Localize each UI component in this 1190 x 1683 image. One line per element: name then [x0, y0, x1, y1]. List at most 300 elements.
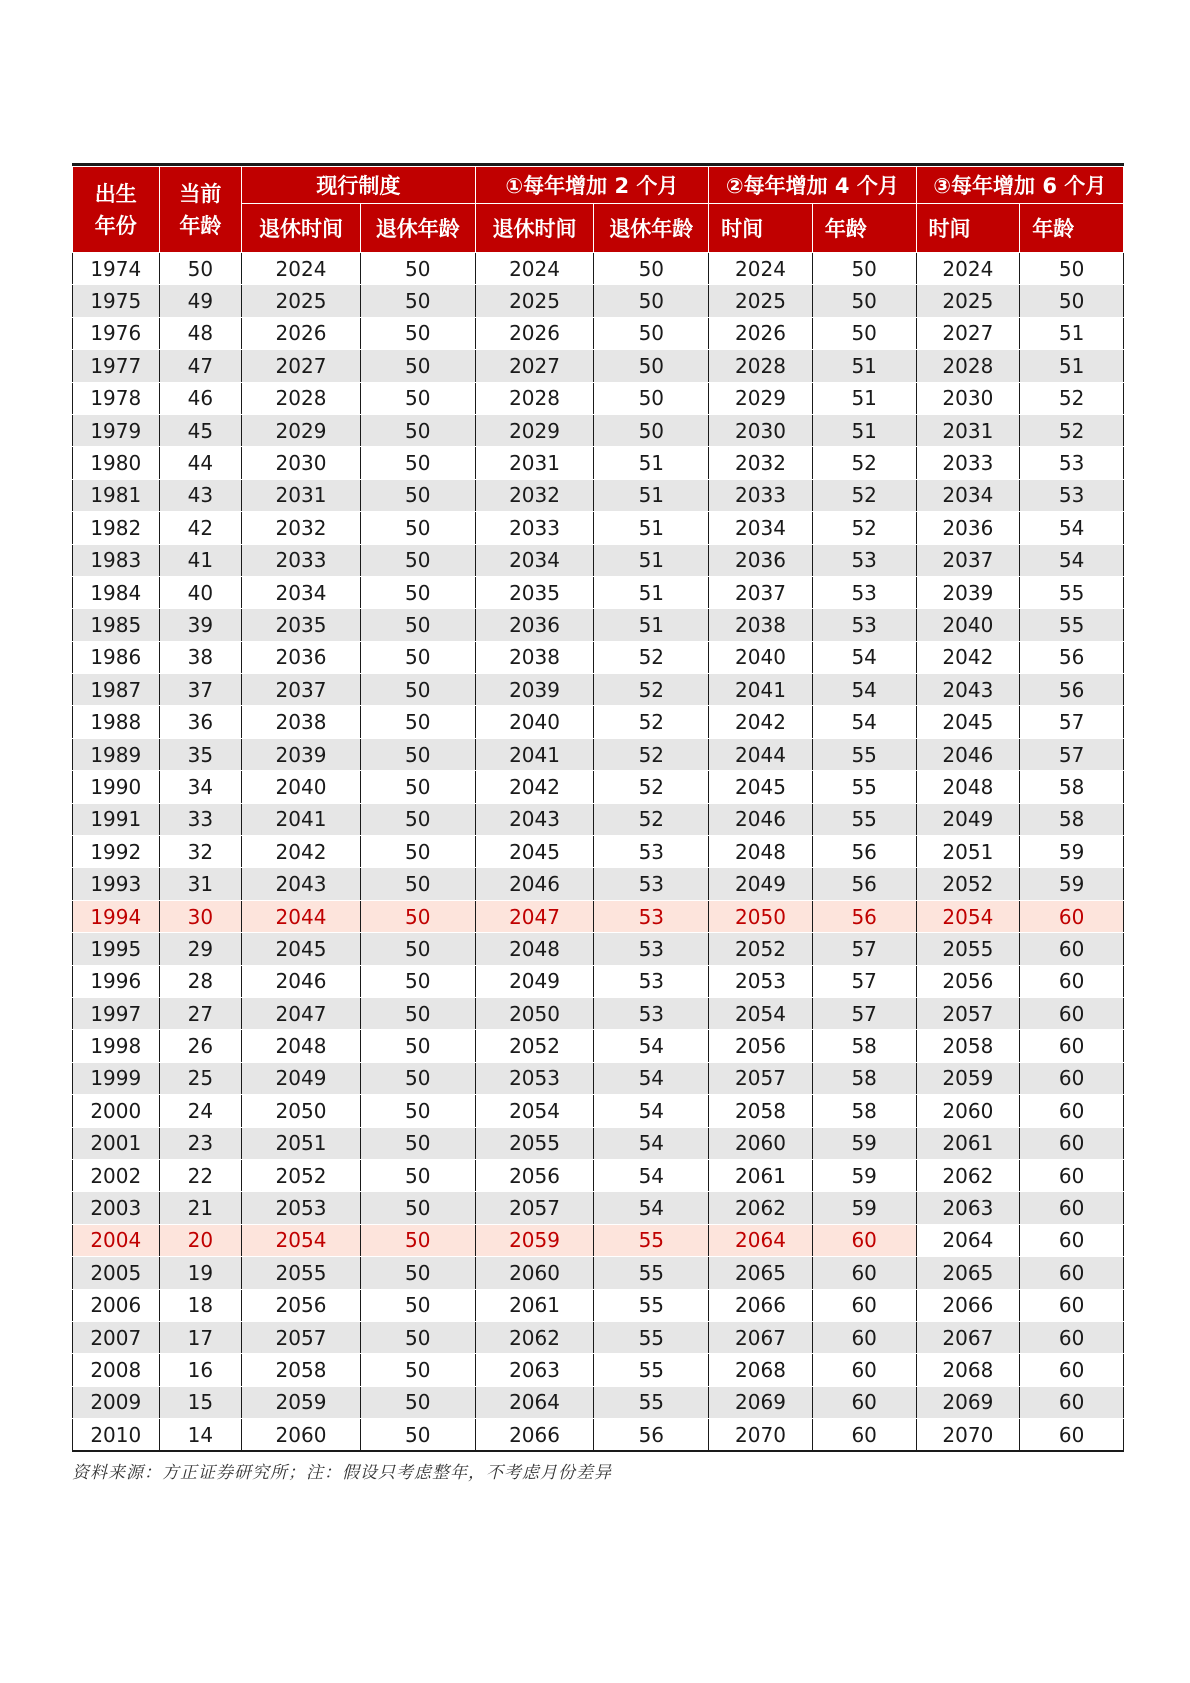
table-cell: 1981 — [73, 479, 160, 511]
table-cell: 2048 — [475, 933, 594, 965]
table-cell: 50 — [594, 253, 709, 285]
table-cell: 2060 — [242, 1419, 361, 1452]
table-cell: 50 — [594, 350, 709, 382]
table-cell: 25 — [159, 1062, 242, 1094]
table-cell: 53 — [594, 933, 709, 965]
table-cell: 2045 — [709, 771, 813, 803]
table-cell: 2062 — [709, 1192, 813, 1224]
table-cell: 2050 — [242, 1095, 361, 1127]
table-cell: 60 — [1020, 997, 1124, 1029]
table-cell: 2026 — [475, 317, 594, 349]
table-cell: 2056 — [709, 1030, 813, 1062]
table-cell: 51 — [1020, 350, 1124, 382]
table-cell: 50 — [360, 317, 475, 349]
table-cell: 55 — [812, 771, 916, 803]
table-cell: 53 — [1020, 479, 1124, 511]
table-cell: 2060 — [916, 1095, 1020, 1127]
table-cell: 2059 — [916, 1062, 1020, 1094]
table-cell: 60 — [1020, 1127, 1124, 1159]
table-cell: 1980 — [73, 447, 160, 479]
table-cell: 2007 — [73, 1321, 160, 1353]
table-row — [73, 1419, 1124, 1452]
header-current-age — [159, 167, 242, 253]
table-cell: 2042 — [709, 706, 813, 738]
table-cell: 39 — [159, 609, 242, 641]
table-cell: 2038 — [242, 706, 361, 738]
table-cell: 1994 — [73, 900, 160, 932]
table-row — [73, 1127, 1124, 1159]
table-cell: 1991 — [73, 803, 160, 835]
table-cell: 2034 — [916, 479, 1020, 511]
table-cell: 50 — [360, 997, 475, 1029]
table-row — [73, 1354, 1124, 1386]
table-row — [73, 1386, 1124, 1418]
table-cell: 2049 — [242, 1062, 361, 1094]
header-col-age: 年龄 — [1020, 204, 1124, 253]
table-cell: 55 — [594, 1224, 709, 1256]
table-cell: 1987 — [73, 674, 160, 706]
table-row — [73, 609, 1124, 641]
table-cell: 2043 — [242, 868, 361, 900]
table-cell: 51 — [812, 350, 916, 382]
table-cell: 1999 — [73, 1062, 160, 1094]
table-cell: 58 — [1020, 771, 1124, 803]
table-cell: 2062 — [475, 1321, 594, 1353]
table-cell: 60 — [1020, 1321, 1124, 1353]
table-cell: 1978 — [73, 382, 160, 414]
table-cell: 56 — [1020, 641, 1124, 673]
table-cell: 52 — [812, 447, 916, 479]
table-cell: 50 — [594, 285, 709, 317]
table-cell: 60 — [812, 1386, 916, 1418]
table-cell: 2066 — [475, 1419, 594, 1452]
table-row — [73, 933, 1124, 965]
table-cell: 2057 — [475, 1192, 594, 1224]
table-cell: 60 — [812, 1289, 916, 1321]
table-row — [73, 382, 1124, 414]
table-cell: 1988 — [73, 706, 160, 738]
table-cell: 2028 — [475, 382, 594, 414]
table-cell: 2029 — [475, 414, 594, 446]
table-cell: 29 — [159, 933, 242, 965]
table-cell: 2006 — [73, 1289, 160, 1321]
table-cell: 60 — [1020, 933, 1124, 965]
table-cell: 2030 — [709, 414, 813, 446]
header-birth-year-line2: 年份 — [94, 213, 137, 238]
table-cell: 23 — [159, 1127, 242, 1159]
table-cell: 2034 — [242, 576, 361, 608]
table-cell: 2065 — [916, 1257, 1020, 1289]
table-cell: 50 — [812, 285, 916, 317]
table-cell: 52 — [812, 479, 916, 511]
table-cell: 2044 — [709, 738, 813, 770]
table-cell: 55 — [594, 1386, 709, 1418]
table-cell: 2032 — [242, 512, 361, 544]
table-cell: 50 — [360, 771, 475, 803]
table-cell: 53 — [812, 576, 916, 608]
table-cell: 50 — [360, 1095, 475, 1127]
table-cell: 50 — [360, 900, 475, 932]
table-cell: 2031 — [475, 447, 594, 479]
table-cell: 54 — [594, 1127, 709, 1159]
table-cell: 2070 — [709, 1419, 813, 1452]
table-cell: 2064 — [709, 1224, 813, 1256]
table-cell: 2037 — [709, 576, 813, 608]
table-cell: 60 — [1020, 1386, 1124, 1418]
table-cell: 48 — [159, 317, 242, 349]
table-cell: 2039 — [475, 674, 594, 706]
table-cell: 1998 — [73, 1030, 160, 1062]
table-cell: 2055 — [916, 933, 1020, 965]
table-cell: 2065 — [709, 1257, 813, 1289]
table-cell: 50 — [360, 1030, 475, 1062]
table-cell: 55 — [812, 803, 916, 835]
table-row — [73, 997, 1124, 1029]
table-cell: 50 — [360, 674, 475, 706]
header-col-retire-time: 退休时间 — [475, 204, 594, 253]
table-cell: 50 — [360, 1419, 475, 1452]
table-cell: 2037 — [242, 674, 361, 706]
table-row — [73, 544, 1124, 576]
table-cell: 2042 — [916, 641, 1020, 673]
table-cell: 2026 — [709, 317, 813, 349]
table-cell: 2032 — [709, 447, 813, 479]
table-cell: 2033 — [475, 512, 594, 544]
table-cell: 50 — [360, 382, 475, 414]
table-cell: 57 — [1020, 706, 1124, 738]
table-cell: 2057 — [242, 1321, 361, 1353]
table-cell: 51 — [594, 479, 709, 511]
table-cell: 50 — [360, 1321, 475, 1353]
header-birth-year-line1: 出生 — [94, 181, 137, 206]
header-current-age-line2: 年龄 — [179, 213, 222, 238]
table-cell: 2039 — [242, 738, 361, 770]
table-cell: 2069 — [709, 1386, 813, 1418]
table-cell: 54 — [594, 1192, 709, 1224]
table-cell: 2045 — [916, 706, 1020, 738]
table-cell: 2001 — [73, 1127, 160, 1159]
table-cell: 2048 — [242, 1030, 361, 1062]
table-cell: 57 — [812, 997, 916, 1029]
table-cell: 1974 — [73, 253, 160, 285]
table-cell: 55 — [1020, 576, 1124, 608]
table-cell: 2046 — [709, 803, 813, 835]
table-cell: 2056 — [475, 1159, 594, 1191]
table-cell: 2043 — [916, 674, 1020, 706]
table-cell: 2059 — [475, 1224, 594, 1256]
table-cell: 51 — [812, 414, 916, 446]
table-cell: 50 — [360, 447, 475, 479]
table-cell: 1976 — [73, 317, 160, 349]
table-cell: 60 — [812, 1419, 916, 1452]
source-note: 资料来源：方正证券研究所；注：假设只考虑整年，不考虑月份差异 — [72, 1463, 612, 1483]
table-cell: 50 — [360, 803, 475, 835]
table-cell: 2067 — [916, 1321, 1020, 1353]
table-cell: 2030 — [916, 382, 1020, 414]
table-cell: 50 — [594, 317, 709, 349]
table-cell: 2010 — [73, 1419, 160, 1452]
table-cell: 2035 — [475, 576, 594, 608]
table-cell: 50 — [1020, 285, 1124, 317]
table-cell: 2026 — [242, 317, 361, 349]
table-cell: 50 — [360, 1289, 475, 1321]
table-cell: 2049 — [709, 868, 813, 900]
table-cell: 2027 — [242, 350, 361, 382]
table-cell: 50 — [360, 836, 475, 868]
table-row — [73, 1321, 1124, 1353]
table-cell: 2070 — [916, 1419, 1020, 1452]
table-cell: 52 — [1020, 414, 1124, 446]
table-cell: 59 — [1020, 836, 1124, 868]
table-cell: 53 — [594, 868, 709, 900]
table-cell: 52 — [594, 641, 709, 673]
table-cell: 2036 — [242, 641, 361, 673]
table-cell: 50 — [360, 1192, 475, 1224]
table-cell: 2032 — [475, 479, 594, 511]
table-cell: 60 — [1020, 1062, 1124, 1094]
table-cell: 60 — [1020, 1354, 1124, 1386]
table-row — [73, 1159, 1124, 1191]
table-cell: 33 — [159, 803, 242, 835]
table-cell: 1983 — [73, 544, 160, 576]
table-cell: 2049 — [475, 965, 594, 997]
table-cell: 56 — [812, 836, 916, 868]
table-cell: 50 — [360, 544, 475, 576]
table-cell: 2066 — [709, 1289, 813, 1321]
table-cell: 2038 — [475, 641, 594, 673]
table-row — [73, 868, 1124, 900]
table-cell: 2033 — [709, 479, 813, 511]
table-cell: 50 — [360, 933, 475, 965]
table-cell: 2069 — [916, 1386, 1020, 1418]
table-cell: 54 — [1020, 512, 1124, 544]
table-cell: 2041 — [242, 803, 361, 835]
table-cell: 2066 — [916, 1289, 1020, 1321]
table-cell: 50 — [360, 641, 475, 673]
table-cell: 58 — [812, 1095, 916, 1127]
table-cell: 60 — [812, 1257, 916, 1289]
table-cell: 18 — [159, 1289, 242, 1321]
table-cell: 60 — [1020, 1159, 1124, 1191]
table-cell: 2057 — [916, 997, 1020, 1029]
table-cell: 2063 — [475, 1354, 594, 1386]
table-cell: 2068 — [709, 1354, 813, 1386]
table-row — [73, 285, 1124, 317]
table-row — [73, 1192, 1124, 1224]
table-cell: 2052 — [709, 933, 813, 965]
table-cell: 2030 — [242, 447, 361, 479]
table-cell: 2048 — [709, 836, 813, 868]
table-row — [73, 1224, 1124, 1256]
table-cell: 1996 — [73, 965, 160, 997]
table-cell: 2058 — [709, 1095, 813, 1127]
table-row — [73, 1257, 1124, 1289]
table-row — [73, 317, 1124, 349]
table-row — [73, 1095, 1124, 1127]
table-cell: 52 — [594, 674, 709, 706]
table-cell: 16 — [159, 1354, 242, 1386]
table-cell: 56 — [594, 1419, 709, 1452]
table-cell: 51 — [594, 512, 709, 544]
table-cell: 1982 — [73, 512, 160, 544]
header-col-retire-age: 退休年龄 — [360, 204, 475, 253]
table-cell: 2009 — [73, 1386, 160, 1418]
table-cell: 55 — [594, 1257, 709, 1289]
table-cell: 60 — [1020, 1224, 1124, 1256]
table-cell: 2031 — [242, 479, 361, 511]
table-cell: 15 — [159, 1386, 242, 1418]
table-cell: 1997 — [73, 997, 160, 1029]
header-col-time: 时间 — [916, 204, 1020, 253]
table-cell: 2052 — [242, 1159, 361, 1191]
table-cell: 53 — [594, 900, 709, 932]
table-cell: 27 — [159, 997, 242, 1029]
table-cell: 2040 — [242, 771, 361, 803]
table-cell: 2054 — [709, 997, 813, 1029]
table-cell: 54 — [594, 1062, 709, 1094]
table-row — [73, 900, 1124, 932]
table-cell: 1989 — [73, 738, 160, 770]
table-cell: 2038 — [709, 609, 813, 641]
table-cell: 59 — [1020, 868, 1124, 900]
table-cell: 41 — [159, 544, 242, 576]
table-cell: 50 — [360, 868, 475, 900]
table-cell: 58 — [812, 1062, 916, 1094]
table-cell: 50 — [594, 414, 709, 446]
table-cell: 54 — [1020, 544, 1124, 576]
table-cell: 2046 — [916, 738, 1020, 770]
table-cell: 2053 — [242, 1192, 361, 1224]
table-cell: 57 — [1020, 738, 1124, 770]
table-cell: 2056 — [242, 1289, 361, 1321]
table-cell: 2046 — [242, 965, 361, 997]
table-cell: 2028 — [709, 350, 813, 382]
table-cell: 1993 — [73, 868, 160, 900]
table-cell: 2044 — [242, 900, 361, 932]
table-cell: 2041 — [709, 674, 813, 706]
table-cell: 50 — [360, 1354, 475, 1386]
table-cell: 2041 — [475, 738, 594, 770]
table-cell: 50 — [360, 1224, 475, 1256]
table-cell: 2052 — [916, 868, 1020, 900]
table-cell: 2051 — [916, 836, 1020, 868]
table-cell: 2040 — [916, 609, 1020, 641]
table-cell: 55 — [594, 1321, 709, 1353]
table-cell: 2029 — [709, 382, 813, 414]
table-cell: 2031 — [916, 414, 1020, 446]
table-cell: 50 — [360, 1386, 475, 1418]
table-cell: 60 — [1020, 1257, 1124, 1289]
table-cell: 2025 — [475, 285, 594, 317]
table-cell: 59 — [812, 1159, 916, 1191]
table-cell: 2049 — [916, 803, 1020, 835]
table-cell: 2034 — [709, 512, 813, 544]
table-row — [73, 253, 1124, 285]
table-cell: 2057 — [709, 1062, 813, 1094]
table-cell: 2064 — [475, 1386, 594, 1418]
table-cell: 42 — [159, 512, 242, 544]
table-cell: 2061 — [709, 1159, 813, 1191]
table-cell: 52 — [594, 771, 709, 803]
table-cell: 32 — [159, 836, 242, 868]
table-cell: 2061 — [475, 1289, 594, 1321]
table-cell: 53 — [1020, 447, 1124, 479]
table-row — [73, 350, 1124, 382]
header-current-age-line1: 当前 — [179, 181, 222, 206]
table-cell: 60 — [1020, 965, 1124, 997]
table-cell: 2000 — [73, 1095, 160, 1127]
table-cell: 2024 — [242, 253, 361, 285]
header-group-plan-3: ③每年增加 6 个月 — [916, 167, 1123, 204]
table-cell: 58 — [812, 1030, 916, 1062]
table-cell: 46 — [159, 382, 242, 414]
table-cell: 2058 — [916, 1030, 1020, 1062]
table-cell: 2028 — [916, 350, 1020, 382]
table-cell: 54 — [594, 1095, 709, 1127]
table-cell: 52 — [812, 512, 916, 544]
table-cell: 50 — [360, 1257, 475, 1289]
table-cell: 2060 — [709, 1127, 813, 1159]
table-cell: 1975 — [73, 285, 160, 317]
table-cell: 2036 — [916, 512, 1020, 544]
table-cell: 1979 — [73, 414, 160, 446]
header-group-current-system: 现行制度 — [242, 167, 476, 204]
table-cell: 56 — [812, 900, 916, 932]
table-cell: 50 — [360, 253, 475, 285]
table-cell: 47 — [159, 350, 242, 382]
table-cell: 2036 — [475, 609, 594, 641]
table-cell: 50 — [360, 414, 475, 446]
table-cell: 1986 — [73, 641, 160, 673]
table-row — [73, 447, 1124, 479]
table-cell: 2063 — [916, 1192, 1020, 1224]
table-cell: 2042 — [242, 836, 361, 868]
table-cell: 2037 — [916, 544, 1020, 576]
table-cell: 19 — [159, 1257, 242, 1289]
table-cell: 40 — [159, 576, 242, 608]
table-cell: 26 — [159, 1030, 242, 1062]
table-row — [73, 479, 1124, 511]
table-cell: 2028 — [242, 382, 361, 414]
table-row — [73, 738, 1124, 770]
table-cell: 2034 — [475, 544, 594, 576]
table-cell: 2058 — [242, 1354, 361, 1386]
table-cell: 2045 — [242, 933, 361, 965]
table-cell: 1984 — [73, 576, 160, 608]
table-cell: 52 — [594, 738, 709, 770]
table-cell: 57 — [812, 965, 916, 997]
table-cell: 55 — [594, 1354, 709, 1386]
table-cell: 58 — [1020, 803, 1124, 835]
header-group-plan-2: ②每年增加 4 个月 — [709, 167, 916, 204]
table-cell: 50 — [360, 576, 475, 608]
table-cell: 50 — [812, 253, 916, 285]
table-cell: 51 — [1020, 317, 1124, 349]
header-col-age: 年龄 — [812, 204, 916, 253]
table-cell: 50 — [360, 965, 475, 997]
table-cell: 2039 — [916, 576, 1020, 608]
table-cell: 60 — [812, 1321, 916, 1353]
table-cell: 50 — [159, 253, 242, 285]
table-cell: 55 — [594, 1289, 709, 1321]
table-cell: 2050 — [475, 997, 594, 1029]
table-cell: 2055 — [475, 1127, 594, 1159]
table-cell: 2046 — [475, 868, 594, 900]
table-cell: 2033 — [916, 447, 1020, 479]
table-row — [73, 1289, 1124, 1321]
table-cell: 52 — [594, 803, 709, 835]
table-cell: 2033 — [242, 544, 361, 576]
